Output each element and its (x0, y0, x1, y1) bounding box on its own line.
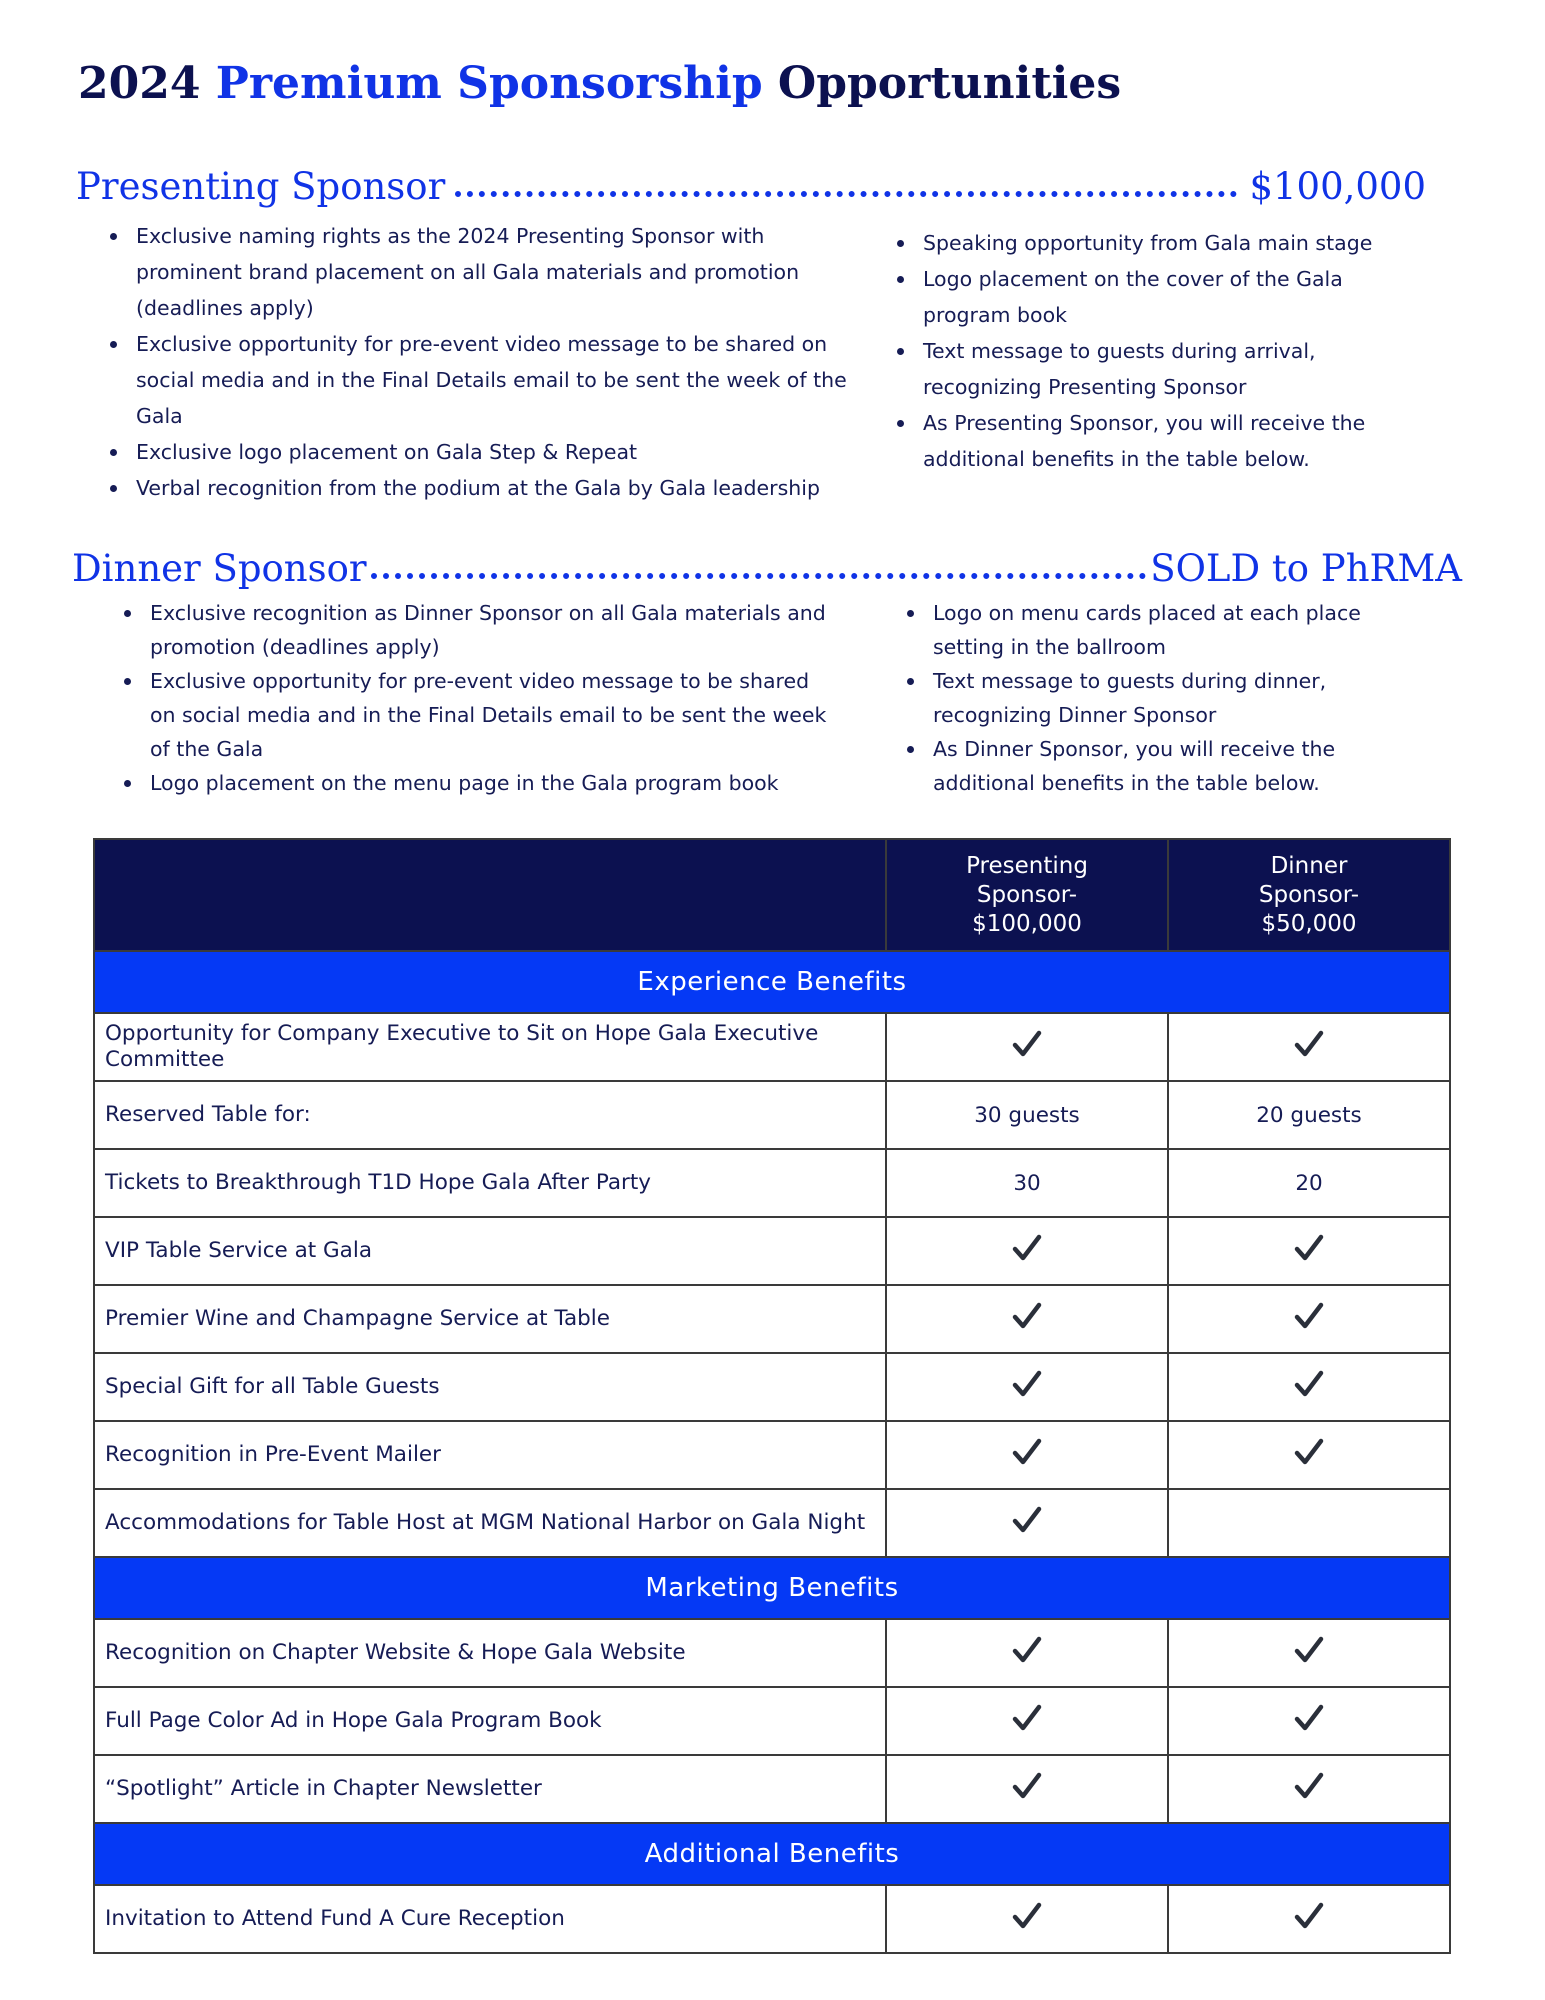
benefit-bullet: Exclusive opportunity for pre-event video message to be shared on social media and in the Final Details email to be sent the week of the Gala (120, 664, 840, 766)
checkmark-icon (1010, 1246, 1044, 1271)
table-header-row (94, 839, 1450, 951)
dinner-sponsor-price: SOLD to PhRMA (1150, 546, 1462, 590)
checkmark-icon (1010, 1914, 1044, 1939)
table-row (94, 1421, 1450, 1489)
benefit-bullet: Text message to guests during dinner, recognizing Dinner Sponsor (903, 664, 1423, 732)
table-row (94, 1285, 1450, 1353)
benefit-bullet: Text message to guests during arrival, recognizing Presenting Sponsor (893, 333, 1413, 405)
dinner-included-cell (1168, 1285, 1450, 1353)
table-row (94, 1489, 1450, 1557)
title-year: 2024 (78, 58, 216, 109)
title-accent: Premium Sponsorship (215, 58, 763, 109)
checkmark-icon (1010, 1382, 1044, 1407)
dinner-benefits-right (903, 596, 1423, 800)
benefit-bullet: Verbal recognition from the podium at the Gala by Gala leadership (106, 470, 866, 506)
presenting-sponsor-name: Presenting Sponsor (76, 164, 446, 208)
benefit-bullet: Speaking opportunity from Gala main stage (893, 225, 1413, 261)
table-row (94, 1217, 1450, 1285)
checkmark-icon (1292, 1246, 1326, 1271)
dinner-included-cell (1168, 1421, 1450, 1489)
presenting-included-cell (886, 1489, 1168, 1557)
dinner-sponsor-header (72, 538, 1462, 598)
benefit-bullet: Logo placement on the cover of the Gala program book (893, 261, 1413, 333)
presenting-included-cell (886, 1013, 1168, 1081)
benefit-bullet: Exclusive recognition as Dinner Sponsor on all Gala materials and promotion (deadlines apply) (120, 596, 840, 664)
presenting-benefits-right (893, 225, 1413, 477)
page-title (78, 58, 1121, 109)
checkmark-icon (1010, 1042, 1044, 1067)
benefit-label: Premier Wine and Champagne Service at Table (94, 1285, 886, 1353)
checkmark-icon (1010, 1784, 1044, 1809)
dinner-included-cell (1168, 1353, 1450, 1421)
header-line: Sponsor- (976, 881, 1078, 908)
presenting-sponsor-price: $100,000 (1249, 164, 1426, 208)
benefit-bullet: Exclusive logo placement on Gala Step & Repeat (106, 434, 866, 470)
checkmark-icon (1292, 1914, 1326, 1939)
benefit-label: Recognition in Pre-Event Mailer (94, 1421, 886, 1489)
checkmark-icon (1292, 1450, 1326, 1475)
title-rest: Opportunities (762, 58, 1122, 109)
benefit-label: Invitation to Attend Fund A Cure Reception (94, 1885, 886, 1953)
dinner-included-cell (1168, 1217, 1450, 1285)
table-row (94, 1149, 1450, 1217)
section-header-row (94, 951, 1450, 1013)
header-line: Presenting (966, 852, 1088, 879)
benefit-label: Tickets to Breakthrough T1D Hope Gala After Party (94, 1149, 886, 1217)
checkmark-icon (1292, 1314, 1326, 1339)
dinner-value-cell (1168, 1489, 1450, 1557)
header-blank-cell (94, 839, 886, 951)
benefit-label: Special Gift for all Table Guests (94, 1353, 886, 1421)
section-header-row (94, 1557, 1450, 1619)
benefit-bullet: Exclusive naming rights as the 2024 Presenting Sponsor with prominent brand placement on all Gala materials and promotion (deadlines apply) (106, 218, 866, 326)
presenting-benefits-left (106, 218, 866, 506)
presenting-included-cell (886, 1687, 1168, 1755)
checkmark-icon (1010, 1314, 1044, 1339)
section-title: Additional Benefits (94, 1823, 1450, 1885)
presenting-included-cell (886, 1353, 1168, 1421)
benefit-label: VIP Table Service at Gala (94, 1217, 886, 1285)
table-row (94, 1013, 1450, 1081)
checkmark-icon (1292, 1042, 1326, 1067)
benefit-label: Recognition on Chapter Website & Hope Gala Website (94, 1619, 886, 1687)
benefit-bullet: Logo placement on the menu page in the Gala program book (120, 766, 840, 800)
benefit-label: Reserved Table for: (94, 1081, 886, 1149)
benefit-bullet: As Dinner Sponsor, you will receive the additional benefits in the table below. (903, 732, 1423, 800)
presenting-value-cell: 30 (886, 1149, 1168, 1217)
dinner-included-cell (1168, 1687, 1450, 1755)
table-row (94, 1755, 1450, 1823)
benefit-label: Accommodations for Table Host at MGM National Harbor on Gala Night (94, 1489, 886, 1557)
dinner-benefits-left (120, 596, 840, 800)
dinner-included-cell (1168, 1619, 1450, 1687)
presenting-included-cell (886, 1285, 1168, 1353)
presenting-included-cell (886, 1217, 1168, 1285)
benefit-bullet: Logo on menu cards placed at each place setting in the ballroom (903, 596, 1423, 664)
presenting-included-cell (886, 1421, 1168, 1489)
benefits-table (93, 838, 1451, 1954)
header-line: Sponsor- (1258, 881, 1360, 908)
table-row (94, 1353, 1450, 1421)
checkmark-icon (1292, 1716, 1326, 1741)
checkmark-icon (1010, 1716, 1044, 1741)
table-row (94, 1885, 1450, 1953)
benefit-bullet: As Presenting Sponsor, you will receive the additional benefits in the table below. (893, 405, 1413, 477)
header-line: $50,000 (1261, 910, 1357, 937)
header-line: Dinner (1270, 852, 1348, 879)
leader-dots (455, 191, 1237, 197)
presenting-included-cell (886, 1755, 1168, 1823)
benefit-label: Opportunity for Company Executive to Sit on Hope Gala Executive Committee (94, 1013, 886, 1081)
benefit-label: Full Page Color Ad in Hope Gala Program Book (94, 1687, 886, 1755)
dinner-value-cell: 20 (1168, 1149, 1450, 1217)
presenting-included-cell (886, 1885, 1168, 1953)
dinner-included-cell (1168, 1885, 1450, 1953)
presenting-sponsor-header (76, 156, 1426, 216)
checkmark-icon (1292, 1784, 1326, 1809)
checkmark-icon (1292, 1382, 1326, 1407)
table-row (94, 1619, 1450, 1687)
header-line: $100,000 (972, 910, 1082, 937)
presenting-included-cell (886, 1619, 1168, 1687)
benefit-label: “Spotlight” Article in Chapter Newsletter (94, 1755, 886, 1823)
checkmark-icon (1010, 1648, 1044, 1673)
section-title: Experience Benefits (94, 951, 1450, 1013)
section-header-row (94, 1823, 1450, 1885)
checkmark-icon (1292, 1648, 1326, 1673)
benefit-bullet: Exclusive opportunity for pre-event video message to be shared on social media and in the Final Details email to be sent the week of the Gala (106, 326, 866, 434)
dinner-sponsor-name: Dinner Sponsor (72, 546, 367, 590)
header-presenting (886, 839, 1168, 951)
header-dinner (1168, 839, 1450, 951)
checkmark-icon (1010, 1518, 1044, 1543)
table-row (94, 1081, 1450, 1149)
leader-dots (371, 573, 1147, 579)
section-title: Marketing Benefits (94, 1557, 1450, 1619)
dinner-included-cell (1168, 1755, 1450, 1823)
presenting-value-cell: 30 guests (886, 1081, 1168, 1149)
table-row (94, 1687, 1450, 1755)
checkmark-icon (1010, 1450, 1044, 1475)
dinner-included-cell (1168, 1013, 1450, 1081)
dinner-value-cell: 20 guests (1168, 1081, 1450, 1149)
